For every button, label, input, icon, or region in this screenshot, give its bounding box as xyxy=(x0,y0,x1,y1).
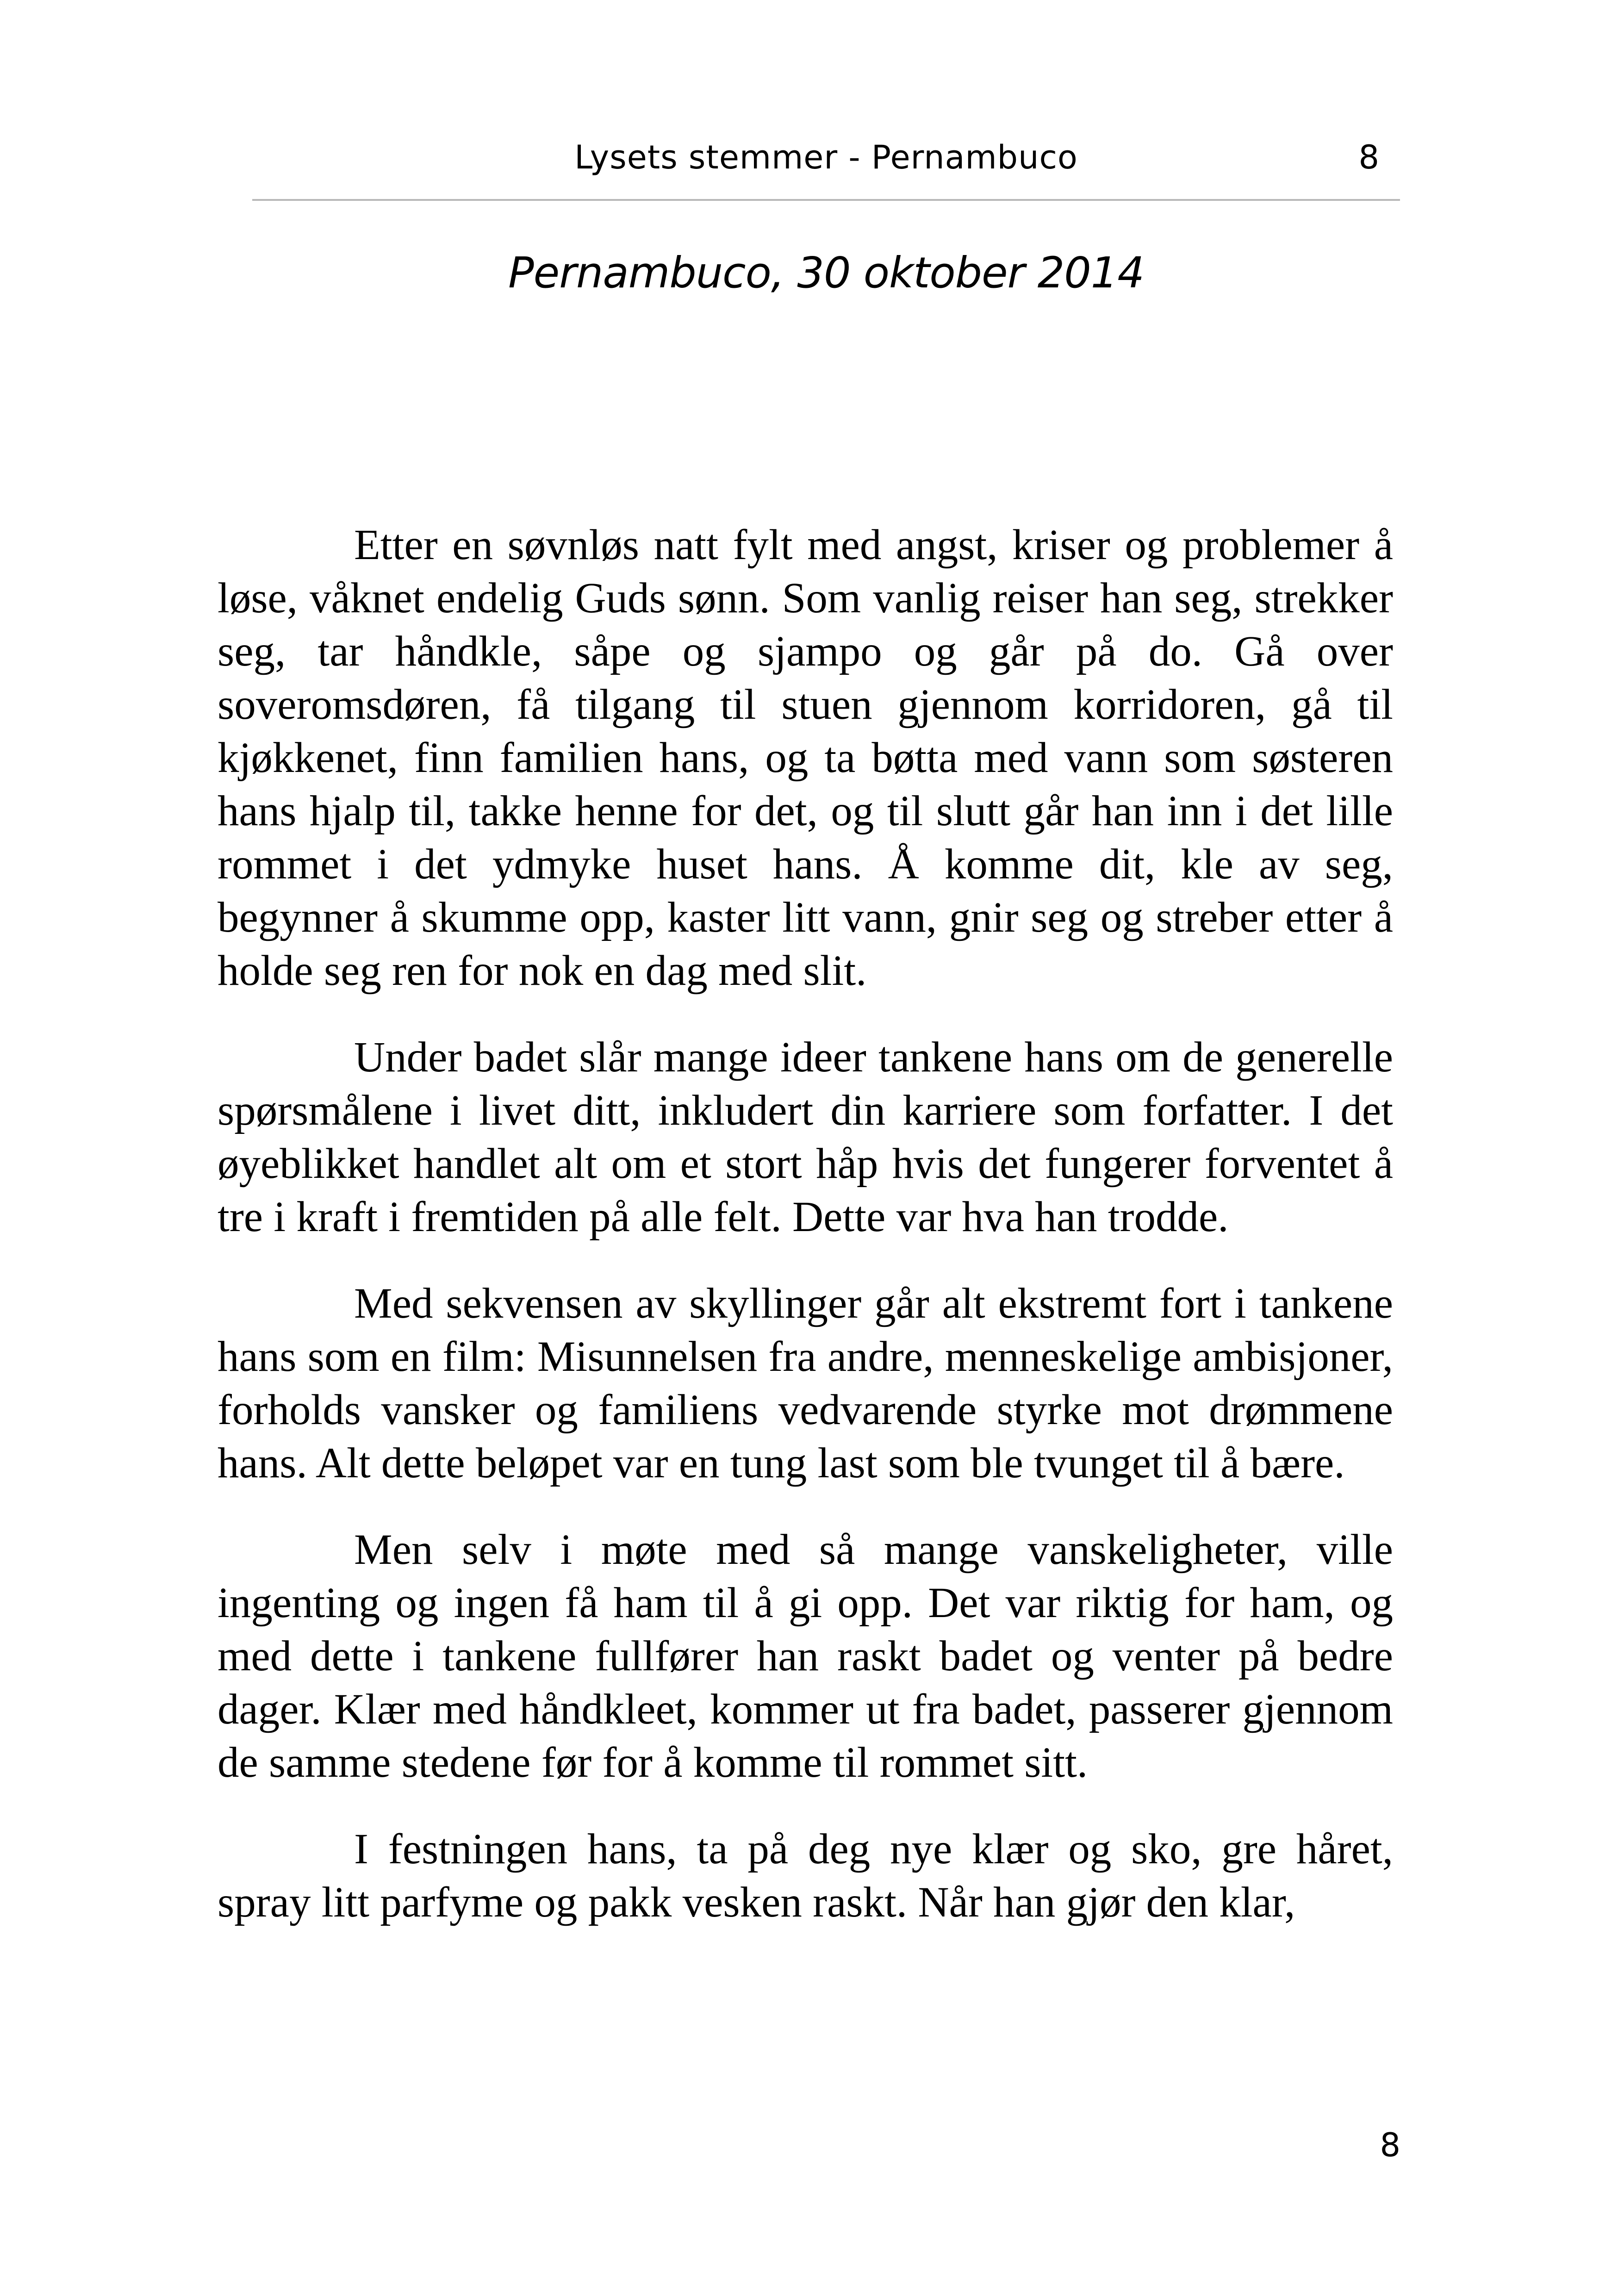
body-text xyxy=(218,518,1393,1929)
paragraph: Med sekvensen av skyllinger går alt ekstremt fort i tankene hans som en film: Misunnelsen fra andre, menneskelige ambisjoner, forholds vansker og familiens vedvarende styrke mot drømmene hans. Alt dette beløpet var en tung last som ble tvunget til å bære. xyxy=(218,1280,1393,1487)
running-header-title: Lysets stemmer - Pernambuco xyxy=(574,138,1078,176)
paragraph: I festningen hans, ta på deg nye klær og sko, gre håret, spray litt parfyme og pakk vesken raskt. Når han gjør den klar, xyxy=(218,1825,1393,1926)
paragraph: Men selv i møte med så mange vanskeligheter, ville ingenting og ingen få ham til å gi opp. Det var riktig for ham, og med dette i tankene fullfører han raskt badet og venter på bedre dager. Klær med håndkleet, kommer ut fra badet, passerer gjennom de samme stedene før for å komme til rommet sitt. xyxy=(218,1526,1393,1786)
header-page-number: 8 xyxy=(1358,138,1379,176)
footer-page-number: 8 xyxy=(1380,2126,1400,2164)
header-divider xyxy=(252,199,1400,201)
paragraph: Under badet slår mange ideer tankene hans om de generelle spørsmålene i livet ditt, inkludert din karriere som forfatter. I det øyeblikket handlet alt om et stort håp hvis det fungerer forventet å tre i kraft i fremtiden på alle felt. Dette var hva han trodde. xyxy=(218,1033,1393,1241)
paragraph: Etter en søvnløs natt fylt med angst, kriser og problemer å løse, våknet endelig Guds sønn. Som vanlig reiser han seg, strekker seg, tar håndkle, såpe og sjampo og går på do. Gå over soveromsdøren, få tilgang til stuen gjennom korridoren, gå til kjøkkenet, finn familien hans, og ta bøtta med vann som søsteren hans hjalp til, takke henne for det, og til slutt går han inn i det lille rommet i det ydmyke huset hans. Å komme dit, kle av seg, begynner å skumme opp, kaster litt vann, gnir seg og streber etter å holde seg ren for nok en dag med slit. xyxy=(218,521,1393,995)
running-header xyxy=(252,132,1400,183)
chapter-title: Pernambuco, 30 oktober 2014 xyxy=(508,248,1144,298)
